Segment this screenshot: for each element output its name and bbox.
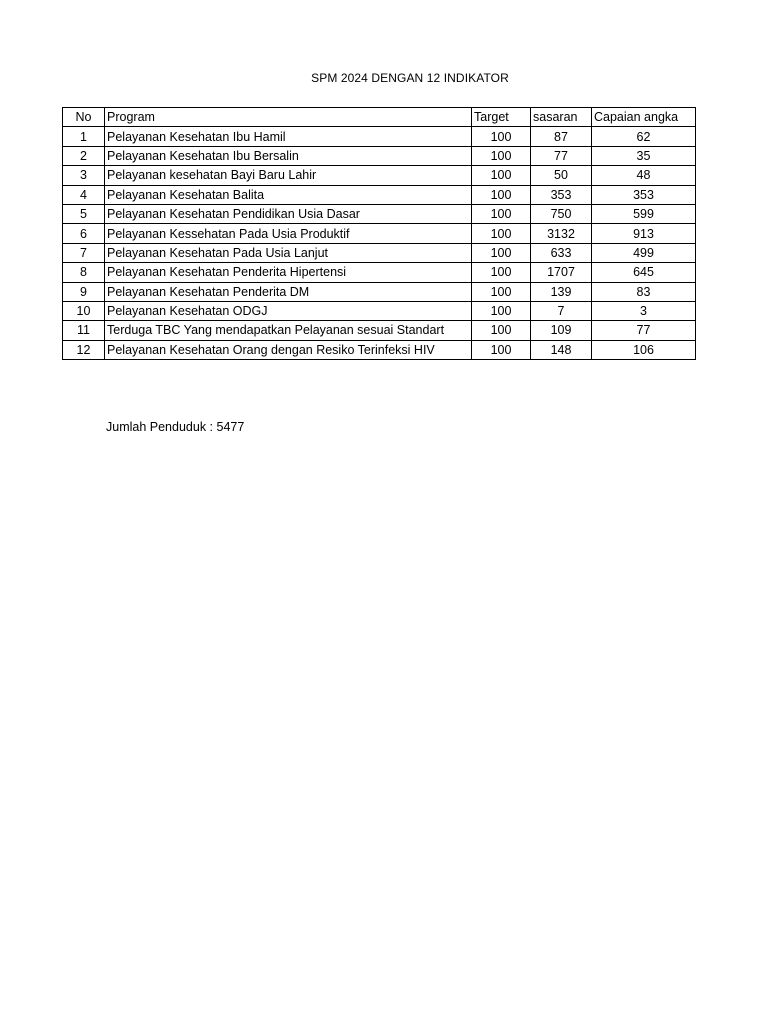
table-row xyxy=(63,340,696,359)
cell-no: 1 xyxy=(63,127,105,146)
cell-no: 9 xyxy=(63,282,105,301)
cell-sasaran: 633 xyxy=(531,243,592,262)
table-row xyxy=(63,224,696,243)
cell-program: Pelayanan Kesehatan Orang dengan Resiko Terinfeksi HIV xyxy=(105,340,472,359)
table-row xyxy=(63,127,696,146)
table-row xyxy=(63,321,696,340)
cell-capaian: 499 xyxy=(592,243,696,262)
cell-capaian: 83 xyxy=(592,282,696,301)
cell-sasaran: 77 xyxy=(531,146,592,165)
cell-no: 7 xyxy=(63,243,105,262)
cell-program: Pelayanan Kesehatan Ibu Hamil xyxy=(105,127,472,146)
cell-target: 100 xyxy=(472,340,531,359)
table-header-row xyxy=(63,108,696,127)
cell-program: Pelayanan kesehatan Bayi Baru Lahir xyxy=(105,166,472,185)
cell-capaian: 645 xyxy=(592,263,696,282)
cell-program: Terduga TBC Yang mendapatkan Pelayanan sesuai Standart xyxy=(105,321,472,340)
cell-target: 100 xyxy=(472,224,531,243)
header-target: Target xyxy=(472,108,531,127)
cell-program: Pelayanan Kessehatan Pada Usia Produktif xyxy=(105,224,472,243)
table-row xyxy=(63,185,696,204)
cell-program: Pelayanan Kesehatan Pada Usia Lanjut xyxy=(105,243,472,262)
cell-sasaran: 353 xyxy=(531,185,592,204)
cell-capaian: 62 xyxy=(592,127,696,146)
cell-program: Pelayanan Kesehatan Penderita DM xyxy=(105,282,472,301)
cell-sasaran: 3132 xyxy=(531,224,592,243)
cell-sasaran: 750 xyxy=(531,204,592,223)
cell-capaian: 353 xyxy=(592,185,696,204)
cell-capaian: 106 xyxy=(592,340,696,359)
cell-target: 100 xyxy=(472,282,531,301)
header-program: Program xyxy=(105,108,472,127)
cell-capaian: 77 xyxy=(592,321,696,340)
table-row xyxy=(63,282,696,301)
cell-target: 100 xyxy=(472,146,531,165)
cell-program: Pelayanan Kesehatan Balita xyxy=(105,185,472,204)
table-row xyxy=(63,243,696,262)
cell-capaian: 599 xyxy=(592,204,696,223)
cell-capaian: 913 xyxy=(592,224,696,243)
cell-program: Pelayanan Kesehatan Penderita Hipertensi xyxy=(105,263,472,282)
header-sasaran: sasaran xyxy=(531,108,592,127)
cell-target: 100 xyxy=(472,263,531,282)
cell-target: 100 xyxy=(472,185,531,204)
cell-sasaran: 109 xyxy=(531,321,592,340)
header-no: No xyxy=(63,108,105,127)
table-row xyxy=(63,301,696,320)
cell-no: 10 xyxy=(63,301,105,320)
cell-no: 4 xyxy=(63,185,105,204)
cell-no: 11 xyxy=(63,321,105,340)
cell-sasaran: 139 xyxy=(531,282,592,301)
cell-capaian: 3 xyxy=(592,301,696,320)
table-row xyxy=(63,146,696,165)
cell-sasaran: 148 xyxy=(531,340,592,359)
cell-no: 12 xyxy=(63,340,105,359)
cell-target: 100 xyxy=(472,166,531,185)
cell-capaian: 35 xyxy=(592,146,696,165)
document-title: SPM 2024 DENGAN 12 INDIKATOR xyxy=(311,71,509,85)
cell-sasaran: 1707 xyxy=(531,263,592,282)
cell-sasaran: 50 xyxy=(531,166,592,185)
cell-no: 6 xyxy=(63,224,105,243)
cell-capaian: 48 xyxy=(592,166,696,185)
cell-sasaran: 87 xyxy=(531,127,592,146)
cell-no: 3 xyxy=(63,166,105,185)
spm-table xyxy=(62,107,696,360)
cell-no: 5 xyxy=(63,204,105,223)
cell-target: 100 xyxy=(472,301,531,320)
header-capaian: Capaian angka xyxy=(592,108,696,127)
cell-no: 8 xyxy=(63,263,105,282)
table-row xyxy=(63,204,696,223)
cell-program: Pelayanan Kesehatan Ibu Bersalin xyxy=(105,146,472,165)
cell-target: 100 xyxy=(472,204,531,223)
cell-no: 2 xyxy=(63,146,105,165)
cell-target: 100 xyxy=(472,321,531,340)
table-row xyxy=(63,166,696,185)
cell-target: 100 xyxy=(472,127,531,146)
population-note: Jumlah Penduduk : 5477 xyxy=(106,420,245,434)
cell-sasaran: 7 xyxy=(531,301,592,320)
table-row xyxy=(63,263,696,282)
cell-program: Pelayanan Kesehatan Pendidikan Usia Dasar xyxy=(105,204,472,223)
cell-program: Pelayanan Kesehatan ODGJ xyxy=(105,301,472,320)
cell-target: 100 xyxy=(472,243,531,262)
